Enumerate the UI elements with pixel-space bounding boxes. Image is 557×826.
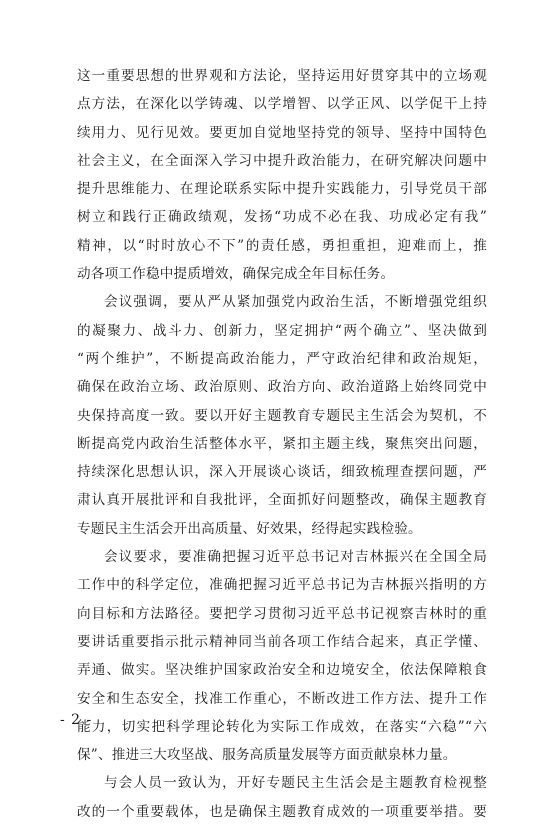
text-line: 肃认真开展批评和自我批评，全面抓好问题整改，确保主题教育 [77,492,487,509]
text-line: 提升思维能力、在理论联系实际中提升实践能力，引导党员干部 [77,181,487,198]
paragraph-first-line: 与会人员一致认为，开好专题民主生活会是主题教育检视整 [104,775,487,792]
text-line: 弄通、做实。坚决维护国家政治安全和边境安全，依法保障粮食 [77,662,487,679]
paragraph-first-line: 会议要求，要准确把握习近平总书记对吉林振兴在全国全局 [104,549,487,566]
text-line: 动各项工作稳中提质增效，确保完成全年目标任务。 [77,266,395,283]
text-line: 工作中的科学定位，准确把握习近平总书记为吉林振兴指明的方 [77,577,487,594]
text-line: 确保在政治立场、政治原则、政治方向、政治道路上始终同党中 [77,379,487,396]
paragraph-first-line: 会议强调，要从严从紧加强党内政治生活，不断增强党组织 [104,294,487,311]
text-line: 能力，切实把科学理论转化为实际工作成效，在落实“六稳”“六 [77,718,487,735]
body-text [77,62,487,826]
text-line: 保”、推进三大攻坚战、服务高质量发展等方面贡献泉林力量。 [77,747,457,764]
text-line: 安全和生态安全，找准工作重心，不断改进工作方法、提升工作 [77,690,487,707]
text-line: 精神，以“时时放心不下”的责任感，勇担重担，迎难而上，推 [77,237,487,254]
text-line: 树立和践行正确政绩观，发扬“功成不必在我、功成必定有我” [77,209,487,226]
text-line: 要讲话重要指示批示精神同当前各项工作结合起来，真正学懂、 [77,633,487,650]
text-line: 断提高党内政治生活整体水平，紧扣主题主线，聚焦突出问题， [77,435,487,452]
text-line: 社会主义，在全面深入学习中提升政治能力，在研究解决问题中 [77,152,487,169]
text-line: 向目标和方法路径。要把学习贯彻习近平总书记视察吉林时的重 [77,605,487,622]
text-line: 点方法，在深化以学铸魂、以学增智、以学正风、以学促干上持 [77,96,487,113]
text-line: 央保持高度一致。要以开好主题教育专题民主生活会为契机，不 [77,407,487,424]
text-line: 这一重要思想的世界观和方法论，坚持运用好贯穿其中的立场观 [77,68,487,84]
text-line: 持续深化思想认识，深入开展谈心谈话，细致梳理查摆问题，严 [77,464,487,481]
text-line: “两个维护”，不断提高政治能力，严守政治纪律和政治规矩， [77,350,487,367]
text-line: 续用力、见行见效。要更加自觉地坚持党的领导、坚持中国特色 [77,124,487,141]
text-line: 的凝聚力、战斗力、创新力，坚定拥护“两个确立”、坚决做到 [77,322,487,339]
text-line: 改的一个重要载体，也是确保主题教育成效的一项重要举措。要 [77,803,487,820]
page-number: - 2 - [60,712,93,728]
text-line: 专题民主生活会开出高质量、好效果，经得起实践检验。 [77,520,422,537]
